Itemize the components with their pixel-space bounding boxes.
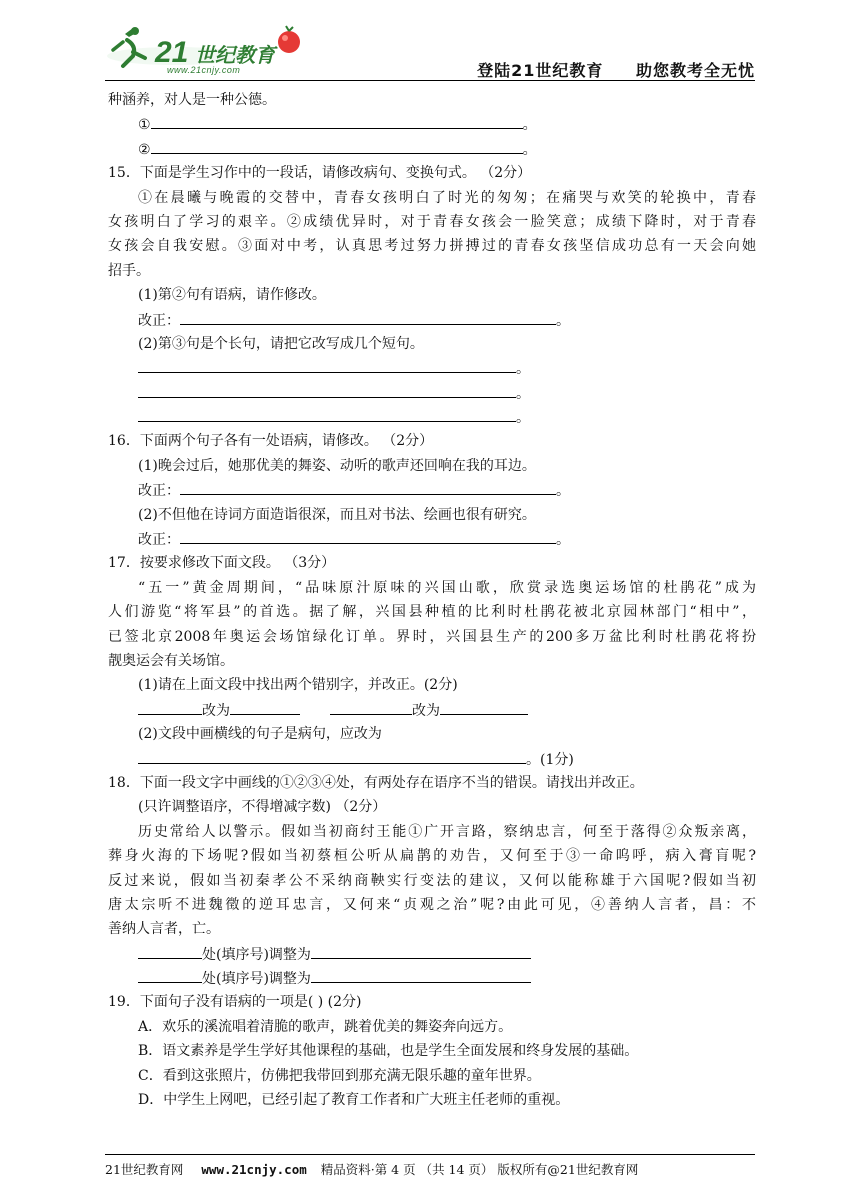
line-suffix: 改为 bbox=[412, 702, 440, 719]
line-text: (2)不但他在诗词方面造诣很深，而且对书法、绘画也很有研究。 bbox=[138, 506, 536, 523]
answer-blank[interactable] bbox=[138, 381, 516, 398]
line-text: 善纳人言者，亡。 bbox=[108, 921, 220, 938]
answer-blank[interactable] bbox=[138, 405, 516, 422]
text-line bbox=[108, 259, 756, 283]
answer-blank[interactable] bbox=[180, 478, 556, 495]
slogan-left: 登陆21世纪教育 bbox=[477, 61, 604, 80]
text-line bbox=[108, 88, 756, 112]
text-line bbox=[108, 820, 756, 844]
line-text: 种涵养，对人是一种公德。 bbox=[108, 92, 276, 108]
answer-line bbox=[108, 137, 756, 161]
text-line bbox=[108, 893, 756, 917]
page-footer bbox=[105, 1160, 755, 1178]
header-divider bbox=[105, 80, 755, 81]
answer-blank[interactable] bbox=[311, 942, 531, 959]
line-text: 葬身火海的下场呢?假如当初蔡桓公听从扁鹊的劝告，又何至于③一命呜呼，病入膏肓呢? bbox=[108, 848, 756, 865]
footer-right: 精品资料·第 4 页 （共 14 页） 版权所有@21世纪教育网 bbox=[320, 1162, 639, 1177]
line-text: D．中学生上网吧，已经引起了教育工作者和广大班主任老师的重视。 bbox=[138, 1092, 570, 1109]
line-text: 历史常给人以警示。假如当初商纣王能①广开言路，察纳忠言，何至于落得②众叛亲离， bbox=[138, 823, 756, 840]
text-line bbox=[108, 625, 756, 649]
text-line bbox=[108, 551, 756, 575]
text-line bbox=[108, 210, 756, 234]
answer-blank[interactable] bbox=[151, 112, 523, 129]
line-suffix: 处(填序号)调整为 bbox=[202, 946, 311, 963]
line-text: 16．下面两个句子各有一处语病，请修改。 （2分） bbox=[108, 433, 434, 450]
line-prefix: 改正： bbox=[138, 312, 180, 329]
svg-text:世纪教育: 世纪教育 bbox=[195, 43, 275, 67]
text-line bbox=[108, 576, 756, 600]
text-line bbox=[108, 186, 756, 210]
line-suffix: 。 bbox=[556, 312, 570, 329]
answer-blank[interactable] bbox=[311, 966, 531, 983]
line-prefix: 改正： bbox=[138, 532, 180, 549]
answer-line bbox=[108, 966, 756, 990]
line-suffix: 。(1分) bbox=[526, 751, 574, 768]
text-line bbox=[108, 771, 756, 795]
logo-url: www.21cnjy.com bbox=[167, 65, 241, 75]
line-text: 已签北京2008年奥运会场馆绿化订单。界时，兴国县生产的200多万盆比利时杜鹃花将扮 bbox=[108, 628, 756, 645]
page-header bbox=[105, 22, 755, 84]
text-line bbox=[108, 869, 756, 893]
answer-line bbox=[108, 405, 756, 429]
line-text: 女孩会自我安慰。③面对中考，认真思考过努力拼搏过的青春女孩坚信成功总有一天会向她 bbox=[108, 238, 756, 255]
line-text: (2)文段中画横线的句子是病句，应改为 bbox=[138, 726, 382, 743]
text-line bbox=[108, 429, 756, 453]
line-suffix: 。 bbox=[556, 532, 570, 549]
document-body bbox=[108, 88, 756, 1112]
text-line bbox=[108, 844, 756, 868]
answer-blank[interactable] bbox=[230, 698, 300, 715]
line-text: (1)请在上面文段中找出两个错别字，并改正。(2分) bbox=[138, 677, 458, 694]
text-line bbox=[108, 234, 756, 258]
text-line bbox=[108, 1015, 756, 1039]
header-slogan bbox=[451, 58, 755, 81]
answer-blank[interactable] bbox=[151, 137, 523, 154]
line-text: 反过来说，假如当初秦孝公不采纳商鞅实行变法的建议，又何以能称雄于六国呢?假如当初 bbox=[108, 872, 756, 889]
answer-blank[interactable] bbox=[138, 942, 202, 959]
answer-line bbox=[108, 112, 756, 136]
line-text: (只许调整语序，不得增减字数) （2分） bbox=[138, 799, 387, 816]
answer-line bbox=[108, 308, 756, 332]
line-text: 17．按要求修改下面文段。 （3分） bbox=[108, 555, 336, 572]
answer-line bbox=[108, 381, 756, 405]
answer-line bbox=[108, 527, 756, 551]
answer-blank[interactable] bbox=[138, 698, 202, 715]
text-line bbox=[108, 917, 756, 941]
line-text: 19．下面句子没有语病的一项是( ) (2分) bbox=[108, 994, 362, 1011]
text-line bbox=[108, 722, 756, 746]
answer-line bbox=[108, 747, 756, 771]
answer-blank[interactable] bbox=[180, 308, 556, 325]
line-text: 15．下面是学生习作中的一段话，请修改病句、变换句式。 （2分） bbox=[108, 165, 532, 182]
line-text: B．语文素养是学生学好其他课程的基础，也是学生全面发展和终身发展的基础。 bbox=[138, 1043, 639, 1060]
answer-blank[interactable] bbox=[440, 698, 528, 715]
text-line bbox=[108, 503, 756, 527]
line-text: 靓奥运会有关场馆。 bbox=[108, 652, 234, 669]
line-prefix: 改正： bbox=[138, 483, 180, 500]
line-prefix: ② bbox=[138, 141, 151, 158]
slogan-right: 助您教考全无忧 bbox=[635, 61, 755, 80]
line-text: ①在晨曦与晚霞的交替中，青春女孩明白了时光的匆匆；在痛哭与欢笑的轮换中，青春 bbox=[138, 189, 756, 206]
line-text: 唐太宗听不进魏徵的逆耳忠言，又何来“贞观之治”呢?由此可见，④善纳人言者，昌：不 bbox=[108, 896, 756, 913]
answer-line bbox=[108, 478, 756, 502]
line-suffix: 。 bbox=[522, 117, 537, 134]
line-prefix: ① bbox=[138, 117, 151, 134]
text-line bbox=[108, 161, 756, 185]
answer-line bbox=[108, 942, 756, 966]
svg-text:21: 21 bbox=[155, 36, 189, 69]
line-text: (2)第③句是个长句，请把它改写成几个短句。 bbox=[138, 335, 424, 352]
footer-divider bbox=[105, 1154, 755, 1155]
line-text: A．欢乐的溪流唱着清脆的歌声，跳着优美的舞姿奔向远方。 bbox=[138, 1018, 513, 1035]
text-line bbox=[108, 673, 756, 697]
text-line bbox=[108, 1064, 756, 1088]
text-line bbox=[108, 1039, 756, 1063]
text-line bbox=[108, 283, 756, 307]
line-text: C．看到这张照片，仿佛把我带回到那充满无限乐趣的童年世界。 bbox=[138, 1067, 541, 1084]
line-text: (1)第②句有语病，请作修改。 bbox=[138, 287, 326, 304]
line-suffix: 。 bbox=[516, 385, 530, 402]
line-text: “五一”黄金周期间，“品味原汁原味的兴国山歌，欣赏录选奥运场馆的杜鹃花”成为 bbox=[138, 579, 756, 596]
footer-left: 21世纪教育网 bbox=[105, 1162, 184, 1177]
line-suffix: 改为 bbox=[202, 702, 230, 719]
answer-blank[interactable] bbox=[180, 527, 556, 544]
line-suffix: 。 bbox=[516, 361, 530, 378]
line-suffix: 处(填序号)调整为 bbox=[202, 971, 311, 988]
line-text: 人们游览“将军县”的首选。据了解，兴国县种植的比利时杜鹃花被北京园林部门“相中”， bbox=[108, 604, 756, 621]
line-text: 招手。 bbox=[108, 262, 150, 279]
text-line bbox=[108, 454, 756, 478]
line-suffix: 。 bbox=[556, 483, 570, 500]
text-line bbox=[108, 990, 756, 1014]
answer-blank[interactable] bbox=[138, 356, 516, 373]
line-text: 女孩明白了学习的艰辛。②成绩优异时，对于青春女孩会一脸笑意；成绩下降时，对于青春 bbox=[108, 213, 756, 230]
text-line bbox=[108, 600, 756, 624]
footer-site: www.21cnjy.com bbox=[201, 1162, 307, 1177]
text-line bbox=[108, 649, 756, 673]
line-text: 18．下面一段文字中画线的①②③④处，有两处存在语序不当的错误。请找出并改正。 bbox=[108, 774, 644, 791]
line-suffix: 。 bbox=[516, 410, 530, 427]
line-text: (1)晚会过后，她那优美的舞姿、动听的歌声还回响在我的耳边。 bbox=[138, 457, 536, 474]
answer-blank[interactable] bbox=[330, 698, 412, 715]
answer-blank[interactable] bbox=[138, 747, 526, 764]
answer-line bbox=[108, 698, 756, 722]
answer-line bbox=[108, 356, 756, 380]
text-line bbox=[108, 332, 756, 356]
line-suffix: 。 bbox=[522, 141, 537, 158]
text-line bbox=[108, 1088, 756, 1112]
answer-blank[interactable] bbox=[138, 966, 202, 983]
text-line bbox=[108, 795, 756, 819]
